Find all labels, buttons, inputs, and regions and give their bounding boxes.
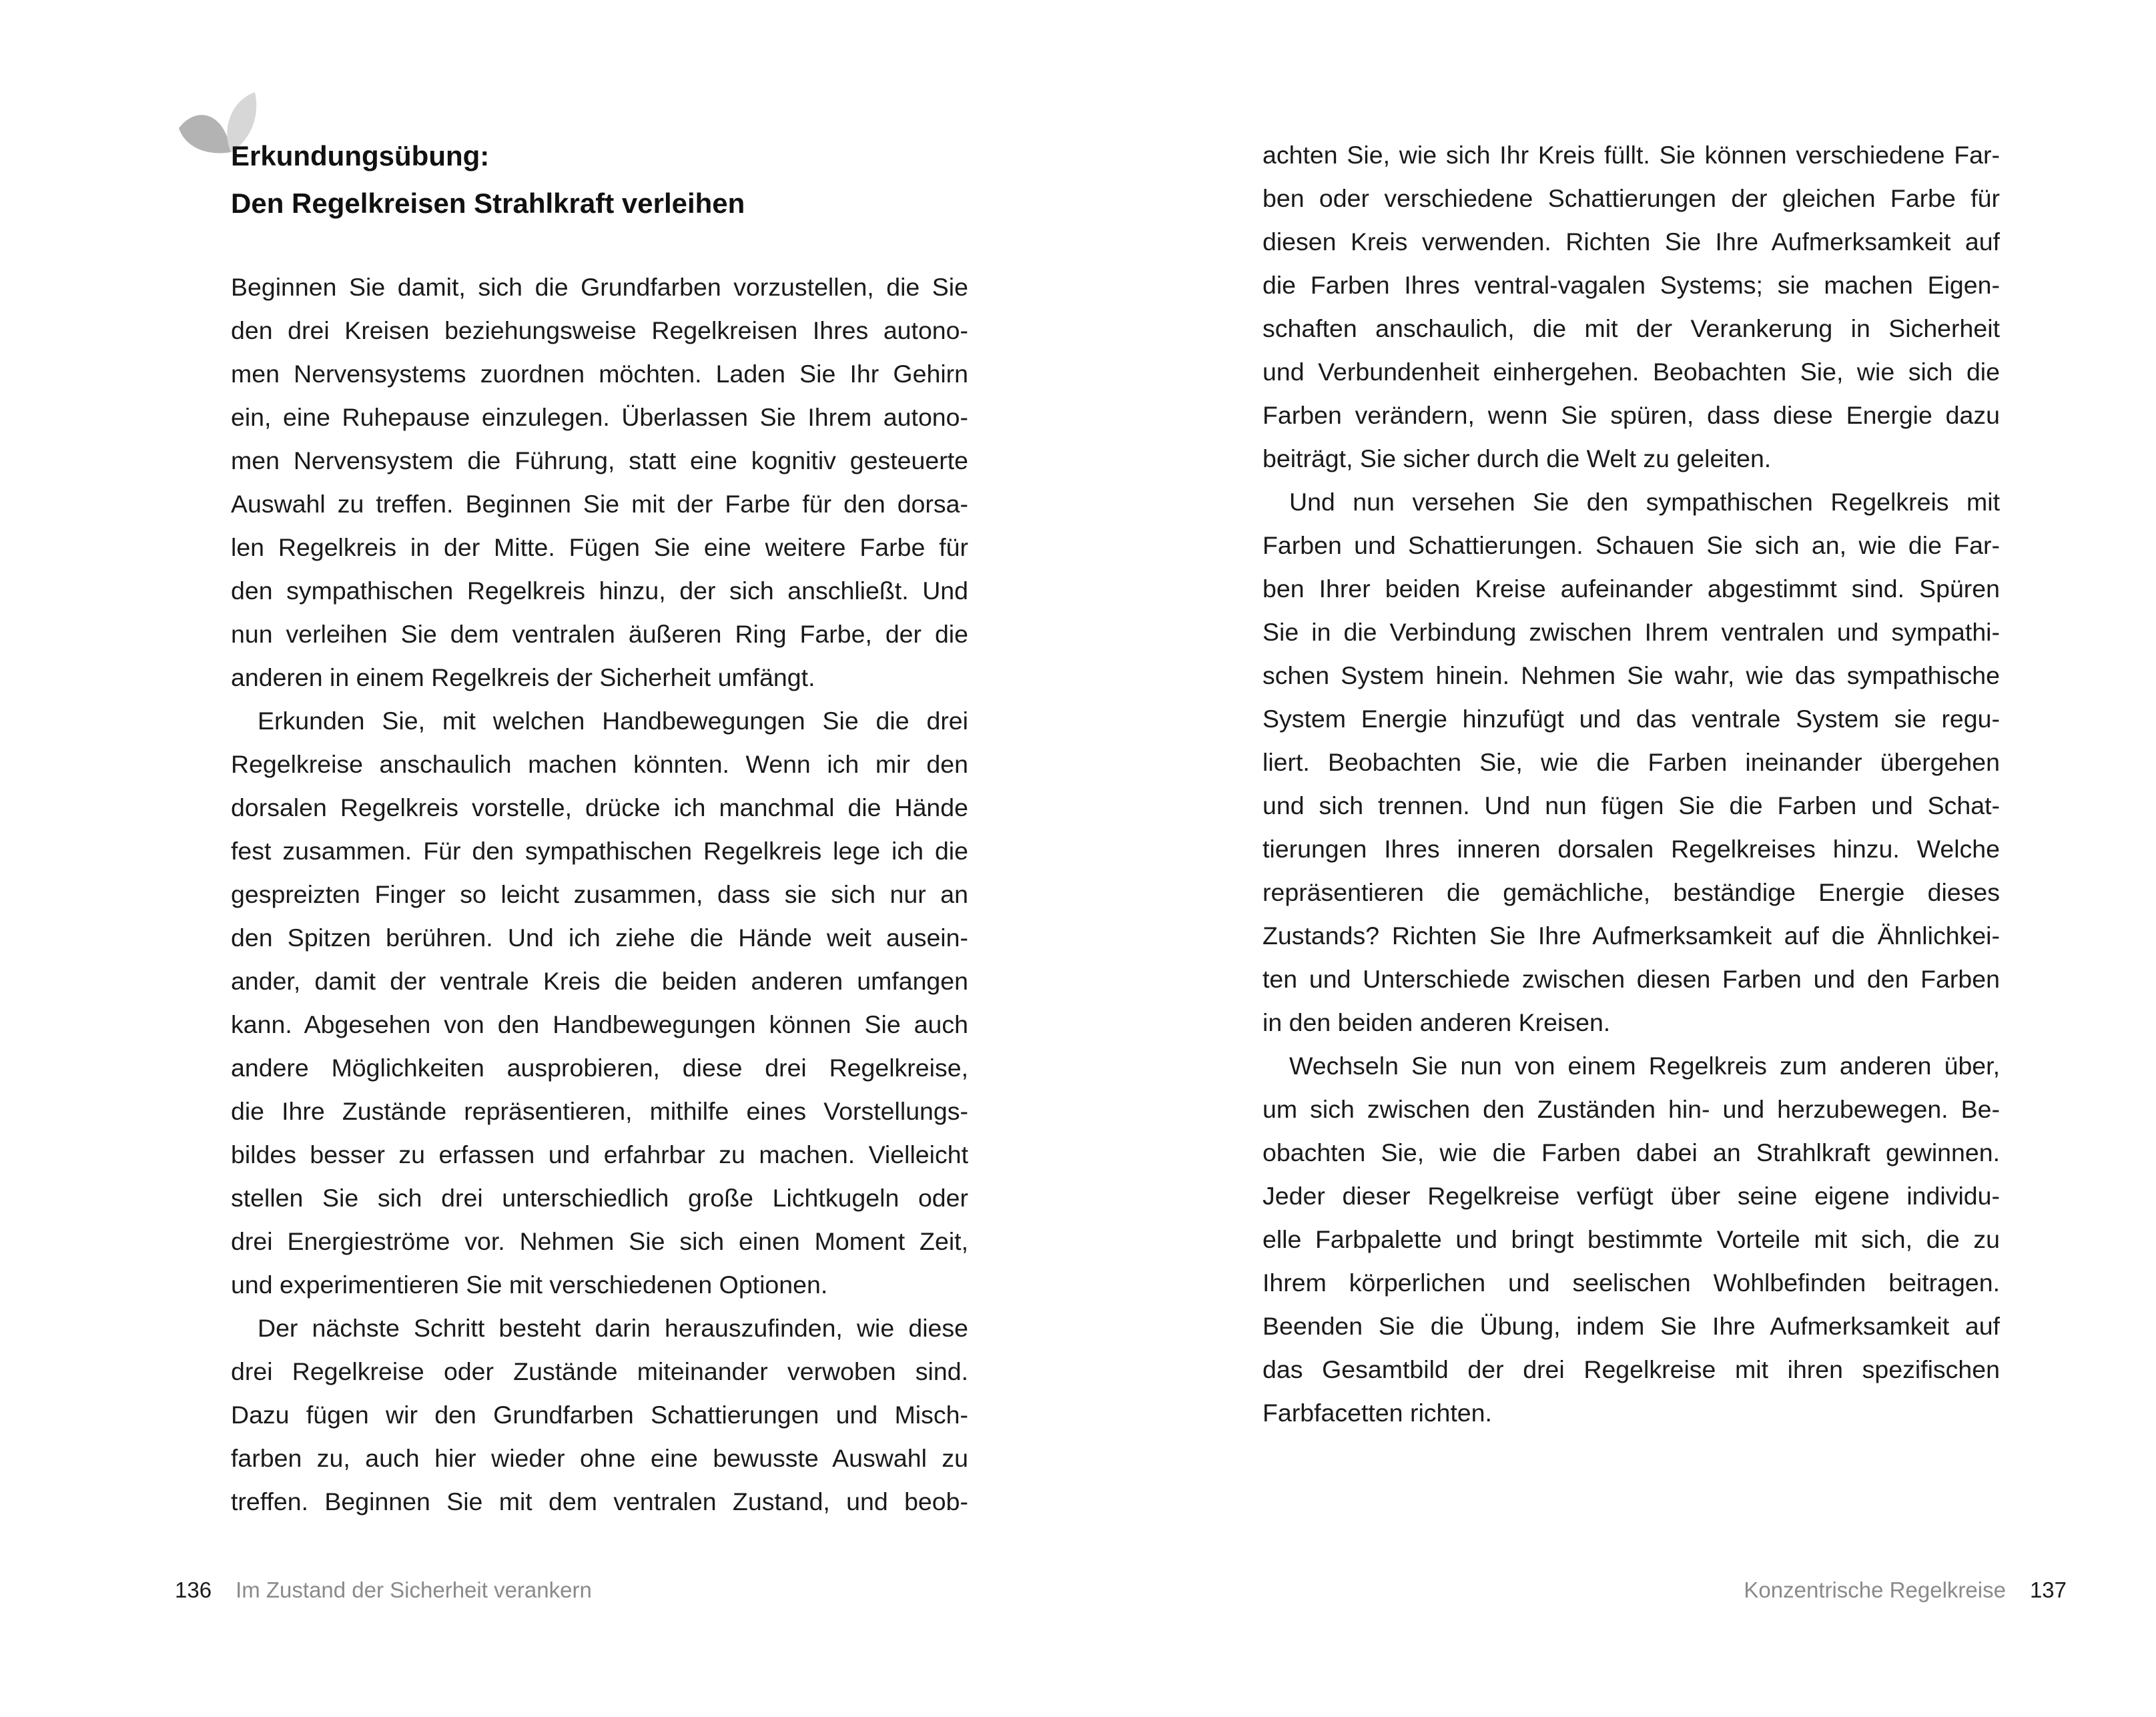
text-line: und experimentieren Sie mit verschiedenen Optionen.: [231, 1271, 828, 1299]
text-line: farben zu, auch hier wieder ohne eine bewusste Auswahl zu: [231, 1444, 968, 1472]
text-line: Beginnen Sie damit, sich die Grundfarben vorzustellen, die Sie: [231, 273, 968, 301]
exercise-heading: [231, 132, 998, 227]
left-footer: [175, 1574, 592, 1607]
text-line: die Ihre Zustände repräsentieren, mithilfe eines Vorstellungs-: [231, 1097, 968, 1125]
text-line: treffen. Beginnen Sie mit dem ventralen Zustand, und beob-: [231, 1487, 968, 1515]
running-title: Im Zustand der Sicherheit verankern: [236, 1578, 592, 1602]
text-line: ten und Unterschiede zwischen diesen Farben und den Farben: [1263, 965, 2000, 993]
text-line: den drei Kreisen beziehungsweise Regelkreisen Ihres autono-: [231, 316, 968, 344]
text-line: schen System hinein. Nehmen Sie wahr, wie das sympathische: [1263, 661, 2000, 689]
text-line: anderen in einem Regelkreis der Sicherheit umfängt.: [231, 663, 815, 691]
text-line: achten Sie, wie sich Ihr Kreis füllt. Sie können verschiedene Far-: [1263, 141, 2000, 169]
text-line: Dazu fügen wir den Grundfarben Schattierungen und Misch-: [231, 1401, 968, 1429]
text-line: Farbfacetten richten.: [1263, 1399, 1492, 1427]
text-line: Erkunden Sie, mit welchen Handbewegungen Sie die drei: [258, 707, 968, 735]
text-line: men Nervensystem die Führung, statt eine kognitiv gesteuerte: [231, 446, 968, 474]
right-page: [1078, 0, 2156, 1717]
heading-line-2: Den Regelkreisen Strahlkraft verleihen: [231, 188, 745, 219]
right-body-text: [1263, 133, 2000, 1435]
text-line: Ihrem körperlichen und seelischen Wohlbefinden beitragen.: [1263, 1269, 2000, 1297]
text-line: das Gesamtbild der drei Regelkreise mit ihren spezifischen: [1263, 1355, 2000, 1383]
text-line: obachten Sie, wie die Farben dabei an Strahlkraft gewinnen.: [1263, 1138, 2000, 1166]
text-line: beiträgt, Sie sicher durch die Welt zu geleiten.: [1263, 444, 1772, 472]
text-line: nun verleihen Sie dem ventralen äußeren Ring Farbe, der die: [231, 620, 968, 648]
text-line: Beenden Sie die Übung, indem Sie Ihre Aufmerksamkeit auf: [1263, 1312, 2000, 1340]
text-line: und Verbundenheit einhergehen. Beobachten Sie, wie sich die: [1263, 358, 2000, 386]
text-line: um sich zwischen den Zuständen hin- und herzubewegen. Be-: [1263, 1095, 2000, 1123]
text-line: den sympathischen Regelkreis hinzu, der sich anschließt. Und: [231, 577, 968, 605]
text-line: elle Farbpalette und bringt bestimmte Vorteile mit sich, die zu: [1263, 1225, 2000, 1253]
text-line: die Farben Ihres ventral-vagalen Systems; sie machen Eigen-: [1263, 271, 2000, 299]
text-line: Wechseln Sie nun von einem Regelkreis zum anderen über,: [1289, 1052, 2000, 1080]
page-number: 137: [2029, 1578, 2067, 1602]
text-line: liert. Beobachten Sie, wie die Farben ineinander übergehen: [1263, 748, 2000, 776]
text-line: tierungen Ihres inneren dorsalen Regelkreises hinzu. Welche: [1263, 835, 2000, 863]
text-line: repräsentieren die gemächliche, beständige Energie dieses: [1263, 878, 2000, 906]
text-line: Farben und Schattierungen. Schauen Sie sich an, wie die Far-: [1263, 531, 2000, 559]
text-line: kann. Abgesehen von den Handbewegungen können Sie auch: [231, 1010, 968, 1038]
text-line: schaften anschaulich, die mit der Verankerung in Sicherheit: [1263, 314, 2000, 342]
text-line: gespreizten Finger so leicht zusammen, dass sie sich nur an: [231, 880, 968, 908]
text-line: diesen Kreis verwenden. Richten Sie Ihre Aufmerksamkeit auf: [1263, 228, 2000, 256]
text-line: ben Ihrer beiden Kreise aufeinander abgestimmt sind. Spüren: [1263, 575, 2000, 603]
text-line: fest zusammen. Für den sympathischen Regelkreis lege ich die: [231, 837, 968, 865]
text-line: drei Regelkreise oder Zustände miteinander verwoben sind.: [231, 1357, 968, 1385]
text-line: den Spitzen berühren. Und ich ziehe die Hände weit ausein-: [231, 924, 968, 952]
text-line: Sie in die Verbindung zwischen Ihrem ventralen und sympathi-: [1263, 618, 2000, 646]
text-line: dorsalen Regelkreis vorstelle, drücke ich manchmal die Hände: [231, 793, 968, 821]
text-line: Jeder dieser Regelkreise verfügt über seine eigene individu-: [1263, 1182, 2000, 1210]
text-line: Zustands? Richten Sie Ihre Aufmerksamkeit auf die Ähnlichkei-: [1263, 922, 2000, 950]
text-line: und sich trennen. Und nun fügen Sie die Farben und Schat-: [1263, 791, 2000, 819]
text-line: ein, eine Ruhepause einzulegen. Überlassen Sie Ihrem autono-: [231, 403, 968, 431]
text-line: len Regelkreis in der Mitte. Fügen Sie eine weitere Farbe für: [231, 533, 968, 561]
text-line: bildes besser zu erfassen und erfahrbar zu machen. Vielleicht: [231, 1140, 968, 1168]
text-line: ander, damit der ventrale Kreis die beiden anderen umfangen: [231, 967, 968, 995]
page-number: 136: [175, 1578, 212, 1602]
text-line: System Energie hinzufügt und das ventrale System sie regu-: [1263, 705, 2000, 733]
right-footer: [1744, 1574, 2067, 1607]
text-line: Auswahl zu treffen. Beginnen Sie mit der Farbe für den dorsa-: [231, 490, 968, 518]
text-line: Der nächste Schritt besteht darin herauszufinden, wie diese: [258, 1314, 968, 1342]
text-line: Regelkreise anschaulich machen könnten. Wenn ich mir den: [231, 750, 968, 778]
text-line: drei Energieströme vor. Nehmen Sie sich einen Moment Zeit,: [231, 1227, 968, 1255]
left-body-text: [231, 266, 968, 1523]
text-line: men Nervensystems zuordnen möchten. Laden Sie Ihr Gehirn: [231, 360, 968, 388]
text-line: in den beiden anderen Kreisen.: [1263, 1008, 1611, 1036]
text-line: Und nun versehen Sie den sympathischen Regelkreis mit: [1289, 488, 2000, 516]
text-line: ben oder verschiedene Schattierungen der gleichen Farbe für: [1263, 184, 2000, 212]
text-line: andere Möglichkeiten ausprobieren, diese drei Regelkreise,: [231, 1054, 968, 1082]
text-line: stellen Sie sich drei unterschiedlich große Lichtkugeln oder: [231, 1184, 968, 1212]
text-line: Farben verändern, wenn Sie spüren, dass diese Energie dazu: [1263, 401, 2000, 429]
heading-line-1: Erkundungsübung:: [231, 140, 490, 171]
running-title: Konzentrische Regelkreise: [1744, 1578, 2006, 1602]
